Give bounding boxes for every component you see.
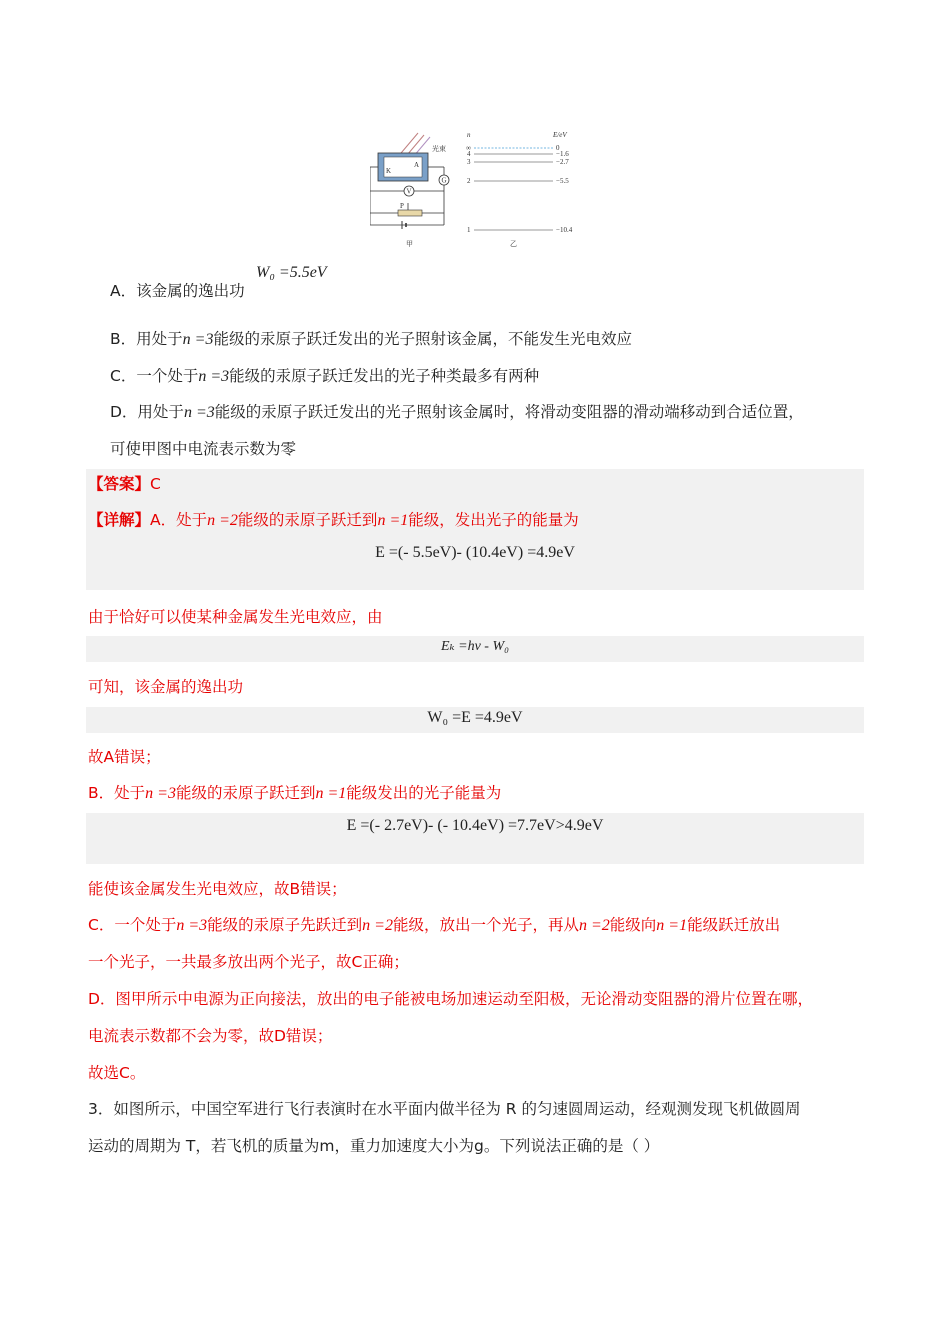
rheostat <box>398 210 422 216</box>
analysis-a-line: 【详解】A．处于n =2能级的汞原子跃迁到n =1能级，发出光子的能量为 <box>88 511 579 529</box>
analysis-text4: 能使该金属发生光电效应，故B错误； <box>88 880 347 898</box>
svg-text:n: n <box>467 131 471 139</box>
option-b: B．用处于n =3能级的汞原子跃迁发出的光子照射该金属，不能发生光电效应 <box>110 330 632 348</box>
svg-text:−5.5: −5.5 <box>556 177 569 185</box>
svg-text:−1.6: −1.6 <box>556 150 569 158</box>
answer-line: 【答案】C <box>88 475 161 493</box>
svg-text:2: 2 <box>467 177 471 185</box>
svg-text:G: G <box>441 176 447 185</box>
equation-2: Eₖ =hν - W₀ <box>440 639 509 654</box>
level-2 <box>467 177 569 185</box>
svg-text:P: P <box>400 202 404 210</box>
svg-text:甲: 甲 <box>406 240 413 248</box>
svg-text:∞: ∞ <box>466 144 471 152</box>
svg-text:−10.4: −10.4 <box>556 226 573 234</box>
option-c: C．一个处于n =3能级的汞原子跃迁发出的光子种类最多有两种 <box>110 367 540 385</box>
equation-1: E =(- 5.5eV)- (10.4eV) =4.9eV <box>375 544 575 561</box>
analysis-text1: 由于恰好可以使某种金属发生光电效应，由 <box>88 608 383 626</box>
svg-text:1: 1 <box>467 226 471 234</box>
option-a: A．该金属的逸出功 <box>110 282 245 300</box>
analysis-text3: 故A错误； <box>88 748 161 766</box>
question-3-line1: 3．如图所示，中国空军进行飞行表演时在水平面内做半径为 R 的匀速圆周运动，经观测发现飞机做圆周 <box>88 1100 801 1118</box>
analysis-c-line2: 一个光子，一共最多放出两个光子，故C正确； <box>88 953 409 971</box>
svg-text:A: A <box>414 161 420 169</box>
equation-4: E =(- 2.7eV)- (- 10.4eV) =7.7eV>4.9eV <box>346 817 604 834</box>
svg-text:V: V <box>406 187 412 196</box>
svg-text:−2.7: −2.7 <box>556 158 569 166</box>
option-a-formula: W₀ =5.5eV <box>256 264 327 281</box>
svg-text:4: 4 <box>467 150 471 158</box>
analysis-c-line: C．一个处于n =3能级的汞原子先跃迁到n =2能级，放出一个光子，再从n =2能级向n =1能级跃迁放出 <box>88 916 781 934</box>
level-4 <box>467 150 569 158</box>
svg-text:乙: 乙 <box>510 240 517 248</box>
level-inf <box>466 144 560 152</box>
option-d-line2: 可使甲图中电流表示数为零 <box>110 440 297 458</box>
analysis-b-line: B．处于n =3能级的汞原子跃迁到n =1能级发出的光子能量为 <box>88 784 502 802</box>
level-1 <box>467 226 573 234</box>
analysis-d-line2: 电流表示数都不会为零，故D错误； <box>88 1027 333 1045</box>
circuit-and-energy-level-figure <box>370 125 585 253</box>
analysis-d-line1: D．图甲所示中电源为正向接法，放出的电子能被电场加速运动至阳极，无论滑动变阻器的滑片位置在哪， <box>88 990 813 1008</box>
question-3-line2: 运动的周期为 T，若飞机的质量为m，重力加速度大小为g。下列说法正确的是（ ） <box>88 1137 660 1155</box>
analysis-conclusion: 故选C。 <box>88 1064 146 1082</box>
svg-text:0: 0 <box>556 144 560 152</box>
analysis-text2: 可知，该金属的逸出功 <box>88 678 244 696</box>
equation-3: W₀ =E =4.9eV <box>427 709 523 726</box>
svg-text:光束: 光束 <box>432 145 446 153</box>
svg-text:3: 3 <box>467 158 471 166</box>
svg-text:E/eV: E/eV <box>553 131 567 139</box>
option-d: D．用处于n =3能级的汞原子跃迁发出的光子照射该金属时，将滑动变阻器的滑动端移动到合适位置， <box>110 403 804 421</box>
svg-text:K: K <box>386 167 392 175</box>
level-3 <box>467 158 569 166</box>
